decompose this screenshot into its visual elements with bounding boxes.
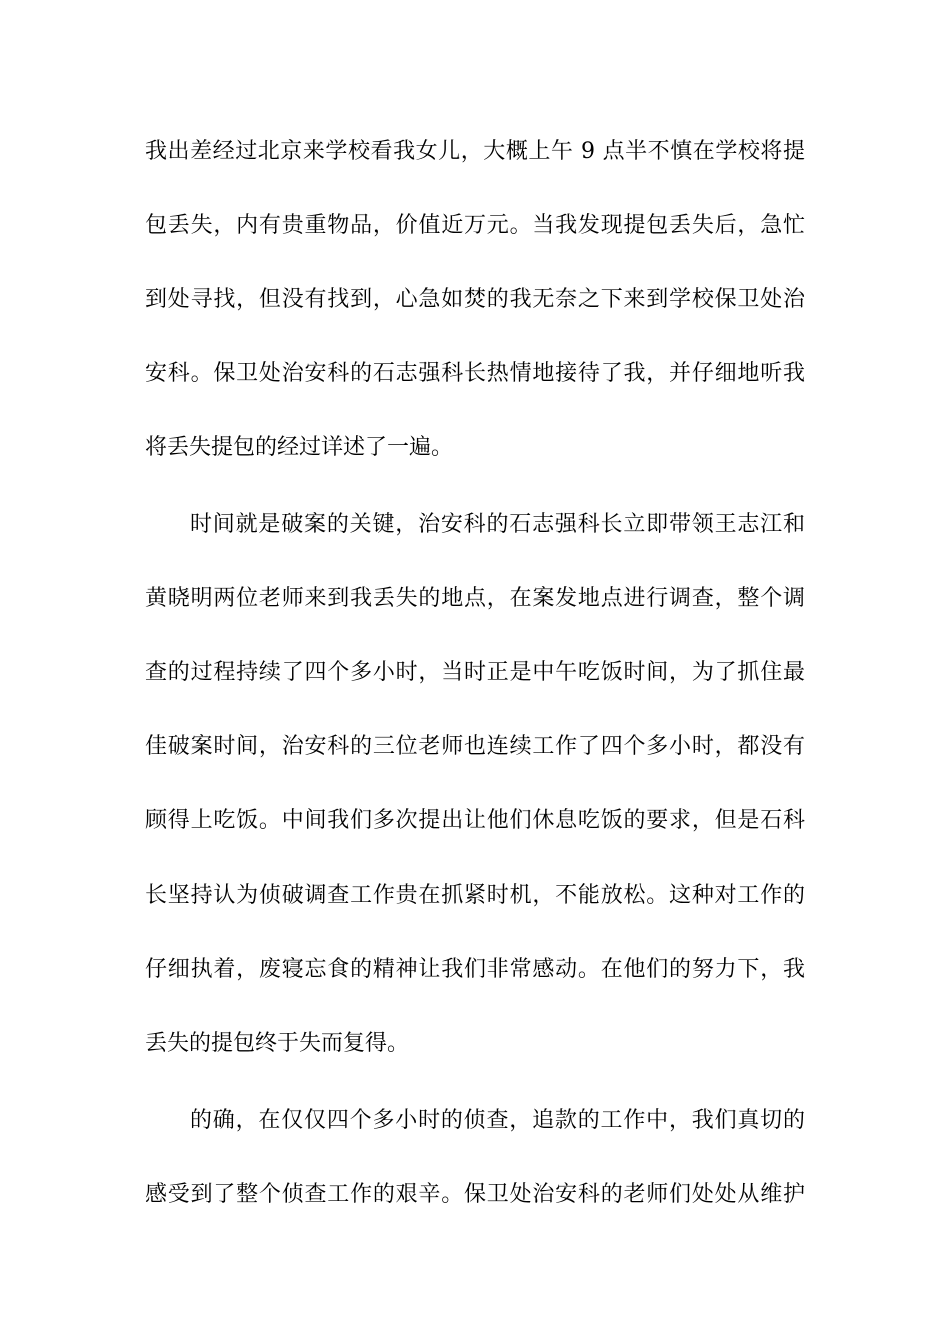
paragraph-3-line-1: 的确，在仅仅四个多小时的侦查，追款的工作中，我们真切的 — [190, 1108, 805, 1133]
paragraph-2-line-2: 黄晓明两位老师来到我丢失的地点，在案发地点进行调查，整个调 — [145, 586, 805, 611]
paragraph-1-line-5: 将丢失提包的经过详述了一遍。 — [145, 435, 454, 460]
paragraph-2-line-7: 仔细执着，废寝忘食的精神让我们非常感动。在他们的努力下，我 — [145, 957, 805, 982]
paragraph-1-line-4: 安科。保卫处治安科的石志强科长热情地接待了我，并仔细地听我 — [145, 361, 805, 386]
paragraph-3-line-2: 感受到了整个侦查工作的艰辛。保卫处治安科的老师们处处从维护 — [145, 1182, 805, 1207]
paragraph-2-line-3: 查的过程持续了四个多小时，当时正是中午吃饭时间，为了抓住最 — [145, 660, 805, 685]
paragraph-2-line-4: 佳破案时间，治安科的三位老师也连续工作了四个多小时，都没有 — [145, 734, 805, 759]
paragraph-2-line-5: 顾得上吃饭。中间我们多次提出让他们休息吃饭的要求，但是石科 — [145, 808, 805, 833]
paragraph-1-line-3: 到处寻找，但没有找到，心急如焚的我无奈之下来到学校保卫处治 — [145, 287, 805, 312]
paragraph-2-line-8: 丢失的提包终于失而复得。 — [145, 1031, 410, 1056]
paragraph-1-line-2: 包丢失，内有贵重物品，价值近万元。当我发现提包丢失后，急忙 — [145, 213, 805, 238]
paragraph-1-line-1: 我出差经过北京来学校看我女儿，大概上午 9 点半不慎在学校将提 — [145, 139, 805, 164]
paragraph-2-line-1: 时间就是破案的关键，治安科的石志强科长立即带领王志江和 — [190, 512, 805, 537]
paragraph-2-line-6: 长坚持认为侦破调查工作贵在抓紧时机，不能放松。这种对工作的 — [145, 883, 805, 908]
